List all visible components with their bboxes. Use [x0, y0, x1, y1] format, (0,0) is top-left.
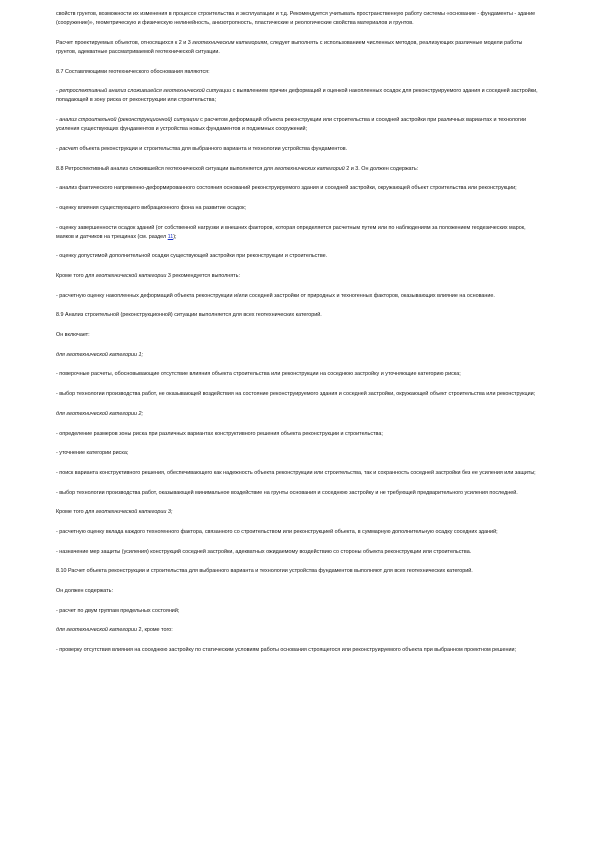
document-paragraph [56, 311, 540, 320]
paragraph-text: анализ строительной (реконструкционной) ситуации [59, 117, 199, 124]
paragraph-text: 8.7 Составляющими геотехнического обоснования являются: [56, 68, 210, 75]
document-paragraph [56, 252, 540, 261]
paragraph-text: свойств грунтов, возможности их изменения в процессе строительства и эксплуатации и т.д. Рекомендуется учитывать пространственную работу системы «основание - фундаменты - здание (сооружение)», геометрическую и физическую нелинейность, анизотропность, пластические и реологические свойства материалов и грунтов. [56, 11, 536, 27]
document-paragraph [56, 272, 540, 281]
paragraph-text: - поверочные расчеты, обосновывающие отсутствие влияния объекта строительства или реконструкции на соседнюю застройку и уточняющие категорию риска; [56, 371, 461, 378]
document-paragraph [56, 626, 540, 635]
document-paragraph [56, 39, 540, 57]
document-paragraph [56, 145, 540, 154]
paragraph-text: геотехнической категории 3; [95, 509, 173, 516]
paragraph-text: - назначение мер защиты (усиления) конструкций соседней застройки, адекватных ожидаемому воздействию со стороны объекта реконструкции или строительства. [56, 548, 472, 555]
document-paragraph [56, 351, 540, 360]
paragraph-text: для геотехнической категории [56, 627, 137, 634]
paragraph-text: для геотехнической категории 1; [56, 351, 143, 358]
document-paragraph [56, 469, 540, 478]
paragraph-text: - расчет по двум группам предельных состояний; [56, 607, 180, 614]
document-paragraph [56, 548, 540, 557]
paragraph-text: - анализ фактического напряженно-деформированного состояния оснований реконструируемого здания и соседней застройки, окружающей объект строительства или реконструкции; [56, 185, 517, 192]
document-paragraph [56, 184, 540, 193]
paragraph-text: Кроме того для [56, 509, 96, 516]
document-paragraph [56, 224, 540, 242]
document-paragraph [56, 204, 540, 213]
paragraph-text: - [56, 88, 60, 95]
paragraph-text: , следует выполнять с использованием численных методов, реализующих различные модели работы грунтов, адекватные рассматриваемой геотехнической ситуации. [56, 39, 523, 55]
paragraph-text: объекта реконструкции и строительства для выбранного варианта и технологии устройства фундаментов. [78, 145, 348, 152]
document-paragraph [56, 508, 540, 517]
paragraph-text: - выбор технологии производства работ, оказывающей минимальное воздействие на грунты основания и соседнюю застройку и не требующей предварительного усиления последней. [56, 489, 518, 496]
document-paragraph [56, 410, 540, 419]
paragraph-text: - определение размеров зоны риска при различных вариантах конструктивного решения объекта реконструкции и строительства; [56, 430, 383, 437]
paragraph-text: 8.10 Расчет объекта реконструкции и строительства для выбранного варианта и технологии устройства фундаментов выполняют для всех геотехнических категорий. [56, 568, 473, 575]
paragraph-text: 2, кроме того: [137, 627, 173, 634]
paragraph-text: - оценку допустимой дополнительной осадки существующей застройки при реконструкции и строительстве. [56, 253, 328, 260]
paragraph-text: 8.9 Анализ строительной (реконструкционной) ситуации выполняется для всех геотехнических категорий. [56, 312, 322, 319]
paragraph-text: ретроспективный анализ сложившейся геотехнической ситуации [59, 88, 232, 95]
document-paragraph [56, 430, 540, 439]
paragraph-text: геотехническим категориям [192, 39, 268, 46]
document-paragraph [56, 10, 540, 28]
paragraph-text: ); [173, 233, 177, 240]
paragraph-text: - выбор технологии производства работ, не оказывающей воздействия на состояние реконструируемого здания и соседней застройки, окружающей объект строительства или реконструкции; [56, 391, 536, 398]
document-paragraph [56, 390, 540, 399]
paragraph-text: с выявлением причин деформаций и оценкой накопленных осадок для реконструируемого здания и соседней застройки, попадающей в зону риска от реконструкции или строительства; [56, 88, 538, 104]
document-paragraph [56, 607, 540, 616]
paragraph-text: 3 рекомендуется выполнять: [166, 273, 240, 280]
document-paragraph [56, 567, 540, 576]
document-paragraph [56, 370, 540, 379]
paragraph-text: Расчет проектируемых объектов, относящихся к 2 и 3 [56, 39, 193, 46]
paragraph-text: - расчетную оценку накопленных деформаций объекта реконструкции и/или соседней застройки от природных и техногенных факторов, оказывающих влияние на основание. [56, 292, 495, 299]
document-paragraph [56, 587, 540, 596]
paragraph-text: расчет [59, 145, 79, 152]
paragraph-text: - оценку завершенности осадок зданий (от собственной нагрузки и внешних факторов, которая определяется расчетным путем или по наблюдениям за положением геодезических марок, маяков и датчиков на трещинах (см. раздел [56, 224, 526, 240]
paragraph-text: Кроме того для [56, 273, 96, 280]
paragraph-text: - расчетную оценку вклада каждого техногенного фактора, связанного со строительством или реконструкцией объекта, в суммарную дополнительную осадку соседних зданий; [56, 528, 498, 535]
paragraph-text: - [56, 145, 60, 152]
paragraph-text: - проверку отсутствия влияния на соседнюю застройку по статическим условиям работы основания строящегося или реконструируемого объекта при выбранном проектном решении; [56, 647, 516, 654]
paragraph-text: Он должен содержать: [56, 588, 113, 595]
paragraph-text: - уточнение категории риска; [56, 450, 129, 457]
paragraph-text: - оценку влияния существующего вибрационного фона на развитие осадок; [56, 204, 246, 211]
document-paragraph [56, 528, 540, 537]
paragraph-text: для геотехнической категории 2; [56, 410, 143, 417]
document-paragraph [56, 87, 540, 105]
paragraph-text: - поиск варианта конструктивного решения, обеспечивающего как надежность объекта реконструкции или строительства, так и сохранность соседней застройки без ее усиления или защиты; [56, 469, 536, 476]
document-paragraph [56, 331, 540, 340]
document-paragraph [56, 116, 540, 134]
paragraph-text: - [56, 117, 60, 124]
paragraph-text: Он включает: [56, 332, 90, 339]
paragraph-text: геотехнических категорий [274, 165, 345, 172]
document-paragraph [56, 449, 540, 458]
paragraph-text: 2 и 3. Он должен содержать: [344, 165, 419, 172]
paragraph-text: геотехнической категории [95, 273, 167, 280]
document-paragraph [56, 68, 540, 77]
document-paragraph [56, 292, 540, 301]
document-paragraph [56, 165, 540, 174]
section-link[interactable]: 11 [167, 233, 174, 240]
document-paragraph [56, 489, 540, 498]
document-paragraph [56, 646, 540, 655]
paragraph-text: с расчетом деформаций объекта реконструкции или строительства и соседней застройки при различных вариантах и технологии усиления существующих фундаментов и устройства новых фундаментов и подземных сооружений; [56, 117, 526, 133]
paragraph-text: 8.8 Ретроспективный анализ сложившейся геотехнической ситуации выполняется для [56, 165, 275, 172]
